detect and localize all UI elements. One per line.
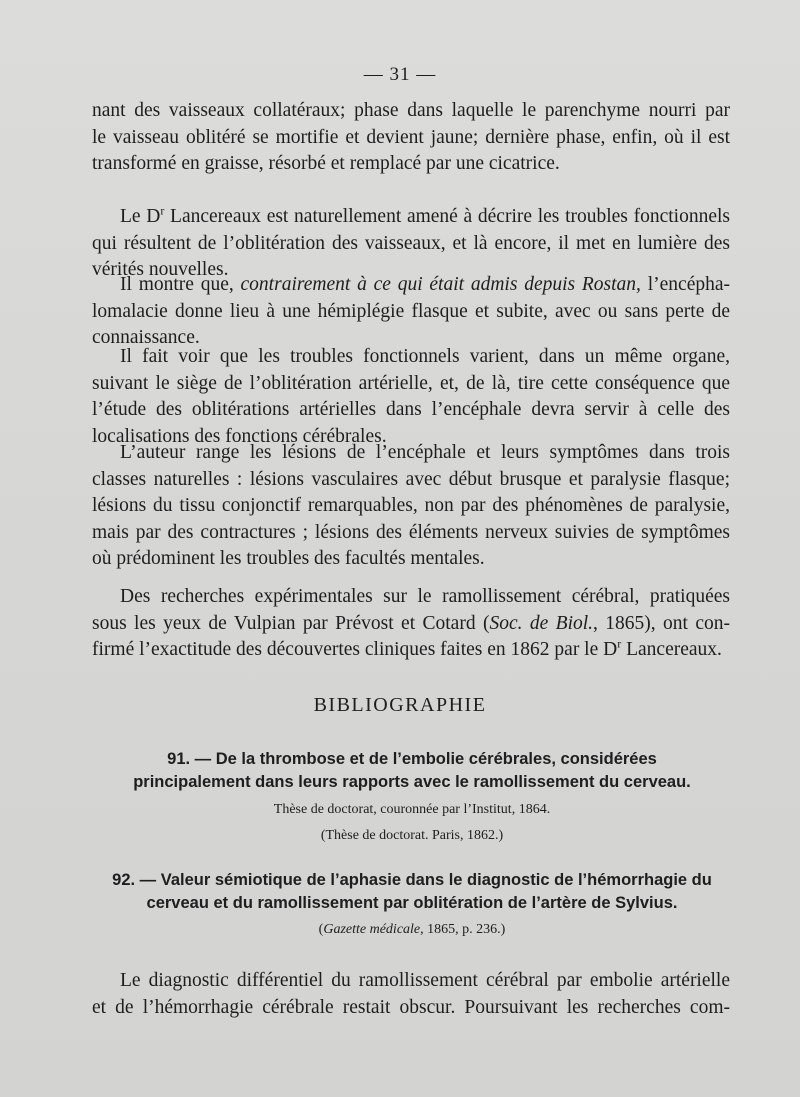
entry-title-line: 92. — Valeur sémiotique de l’aphasie dans le diagnostic de l’hémorrhagie du	[112, 871, 712, 889]
text-line: mais par des contractures ; lésions des éléments nerveux suivies de symptômes	[92, 521, 730, 543]
italic-fragment: Soc. de Biol.	[489, 612, 594, 634]
text-line: le vaisseau oblitéré se mortifie et devient jaune; dernière phase, enfin, où il est	[92, 126, 730, 148]
entry-title-line: 91. — De la thrombose et de l’embolie cérébrales, considérées	[167, 750, 657, 768]
text-line: L’auteur range les lésions de l’encéphale et leurs symptômes dans trois	[120, 442, 730, 463]
text-line: suivant le siège de l’oblitération artérielle, et, de là, tire cette conséquence que	[92, 372, 730, 394]
paragraph-1	[92, 98, 730, 178]
text-fragment: , 1865), ont con-	[593, 612, 730, 634]
bibliography-heading: BIBLIOGRAPHIE	[313, 694, 487, 716]
text-line: connaissance.	[92, 327, 200, 348]
text-line: classes naturelles : lésions vasculaires avec début brusque et paralysie flasque;	[92, 468, 730, 490]
entry-92-citation	[92, 922, 732, 938]
entry-91-title	[92, 748, 732, 794]
text-fragment: , 1865, p. 236.)	[420, 922, 506, 937]
text-line: vérités nouvelles.	[92, 259, 229, 280]
text-line: Le diagnostic différentiel du ramollissement cérébral par embolie artérielle	[120, 970, 730, 991]
text-fragment: firmé l’exactitude des découvertes cliniques faites en 1862 par le D	[92, 639, 618, 660]
superscript: r	[160, 203, 165, 218]
paragraph-5	[92, 440, 730, 573]
italic-fragment: contrairement à ce qui était admis depuis Rostan,	[240, 274, 641, 295]
paragraph-6	[92, 584, 730, 664]
text-line: transformé en graisse, résorbé et remplacé par une cicatrice.	[92, 153, 560, 174]
italic-fragment: Gazette médicale	[323, 922, 421, 937]
text-fragment: Le D	[120, 206, 161, 227]
text-line: lésions du tissu conjonctif remarquables, non par des phénomènes de paralysie,	[92, 495, 730, 516]
text-line: l’étude des oblitérations artérielles dans l’encéphale devra servir à celle des	[92, 399, 730, 420]
entry-91-note: Thèse de doctorat, couronnée par l’Institut, 1864.	[273, 802, 551, 817]
entry-92-title	[92, 869, 732, 915]
page-number: — 31 —	[363, 64, 437, 85]
text-fragment: Lancereaux.	[621, 639, 722, 660]
text-line	[92, 204, 730, 231]
text-fragment: (	[318, 922, 324, 937]
text-line: qui résultent de l’oblitération des vaisseaux, et là encore, il met en lumière des	[92, 232, 730, 254]
paragraph-4	[92, 344, 730, 450]
paragraph-3	[92, 272, 730, 352]
paragraph-7	[92, 968, 730, 1021]
text-fragment: Il montre que,	[120, 274, 241, 295]
entry-91-citation: (Thèse de doctorat. Paris, 1862.)	[320, 828, 504, 843]
text-line: lomalacie donne lieu à une hémiplégie flasque et subite, avec ou sans perte de	[92, 300, 730, 322]
text-line: où prédominent les troubles des facultés mentales.	[92, 548, 485, 569]
text-line	[92, 611, 730, 638]
text-line: localisations des fonctions cérébrales.	[92, 425, 387, 447]
text-line	[92, 272, 730, 299]
text-line: et de l’hémorrhagie cérébrale restait obscur. Poursuivant les recherches com-	[92, 996, 730, 1018]
text-fragment: l’encépha-	[640, 274, 730, 295]
text-fragment: sous les yeux de Vulpian par Prévost et Cotard (	[92, 612, 490, 634]
text-line: Des recherches expérimentales sur le ramollissement cérébral, pratiquées	[120, 586, 730, 607]
text-line: nant des vaisseaux collatéraux; phase dans laquelle le parenchyme nourri par	[92, 100, 730, 121]
superscript: r	[617, 636, 622, 651]
entry-title-line: principalement dans leurs rapports avec le ramollissement du cerveau.	[133, 773, 691, 791]
text-fragment: Lancereaux est naturellement amené à décrire les troubles fonctionnels	[164, 206, 730, 227]
entry-title-line: cerveau et du ramollissement par oblitération de l’artère de Sylvius.	[146, 894, 678, 912]
text-line: Il fait voir que les troubles fonctionnels varient, dans un même organe,	[120, 346, 730, 367]
text-line	[92, 637, 730, 664]
